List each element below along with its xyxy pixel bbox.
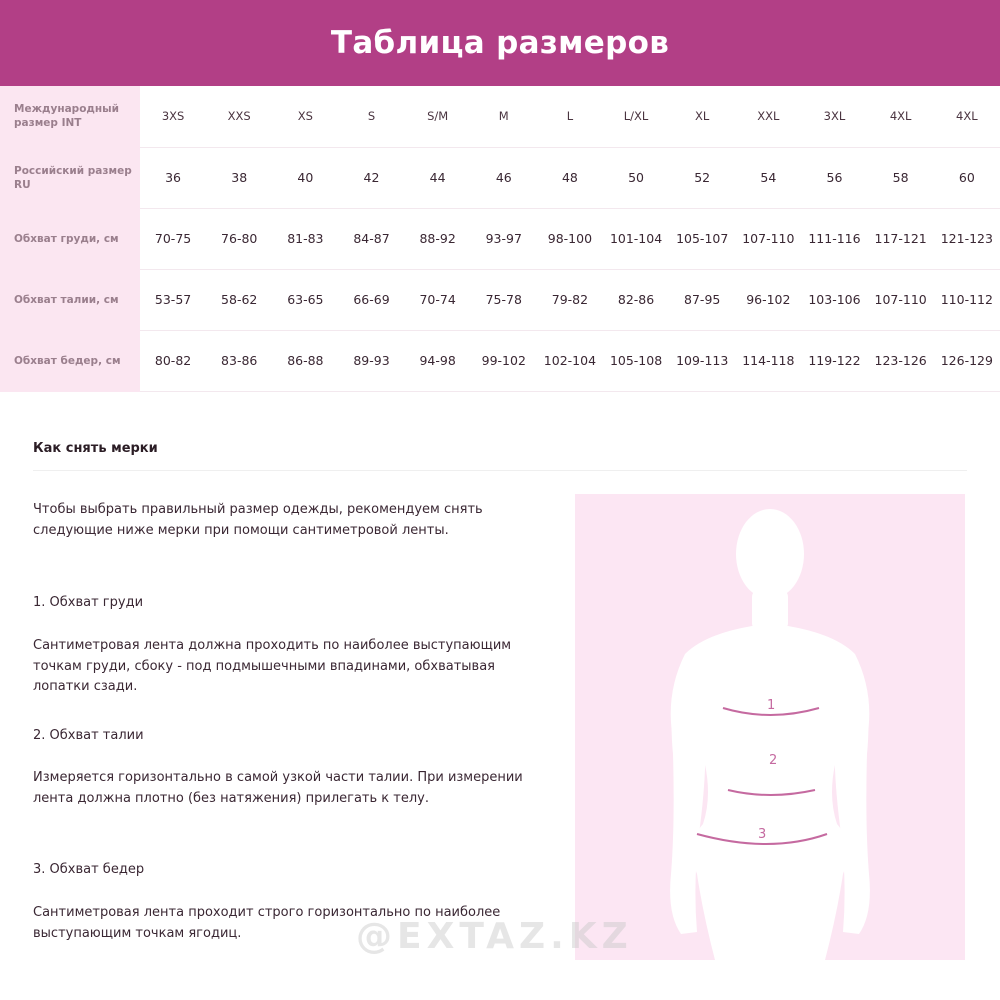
table-row (0, 269, 1000, 330)
table-cell: 114-118 (735, 330, 801, 391)
chest-text: Сантиметровая лента должна проходить по наиболее выступающим точкам груди, сбоку - под подмышечными впадинами, обхватывая лопатки сзади. (33, 638, 512, 694)
body-silhouette-illustration (575, 494, 965, 960)
watermark: @EXTAZ.KZ (356, 916, 633, 957)
table-cell: 83-86 (206, 330, 272, 391)
table-cell: 105-107 (669, 208, 735, 269)
table-cell: 79-82 (537, 269, 603, 330)
table-cell: 66-69 (338, 269, 404, 330)
table-cell: 123-126 (868, 330, 934, 391)
table-cell: 70-75 (140, 208, 206, 269)
table-cell: 86-88 (272, 330, 338, 391)
table-cell: 4XL (934, 86, 1000, 147)
table-cell: 58 (868, 147, 934, 208)
table-cell: 121-123 (934, 208, 1000, 269)
table-cell: 56 (801, 147, 867, 208)
table-cell: 110-112 (934, 269, 1000, 330)
table-cell: 40 (272, 147, 338, 208)
table-cell: XS (272, 86, 338, 147)
table-cell: 76-80 (206, 208, 272, 269)
table-cell: 63-65 (272, 269, 338, 330)
table-cell: 4XL (868, 86, 934, 147)
guide-intro: Чтобы выбрать правильный размер одежды, рекомендуем снять следующие ниже мерки при помощи сантиметровой ленты. (33, 502, 483, 538)
table-cell: 94-98 (405, 330, 471, 391)
table-cell: 52 (669, 147, 735, 208)
table-cell: 81-83 (272, 208, 338, 269)
size-table (0, 86, 1000, 392)
table-cell: 50 (603, 147, 669, 208)
guide-title: Как снять мерки (33, 441, 158, 456)
table-cell: 96-102 (735, 269, 801, 330)
marker-hips: 3 (758, 827, 767, 842)
waist-text: Измеряется горизонтально в самой узкой части талии. При измерении лента должна плотно (без натяжения) прилегать к телу. (33, 770, 523, 806)
table-cell: 42 (338, 147, 404, 208)
waist-heading: 2. Обхват талии (33, 728, 144, 743)
table-cell: 60 (934, 147, 1000, 208)
body-figure-panel (575, 494, 965, 960)
table-cell: 70-74 (405, 269, 471, 330)
table-cell: 36 (140, 147, 206, 208)
table-row (0, 208, 1000, 269)
table-cell: 98-100 (537, 208, 603, 269)
table-cell: L/XL (603, 86, 669, 147)
table-cell: 99-102 (471, 330, 537, 391)
row-label: Обхват бедер, см (0, 330, 140, 391)
table-cell: 93-97 (471, 208, 537, 269)
row-label: Обхват груди, см (0, 208, 140, 269)
table-cell: M (471, 86, 537, 147)
page-header (0, 0, 1000, 86)
table-cell: 107-110 (735, 208, 801, 269)
table-cell: 48 (537, 147, 603, 208)
table-cell: 101-104 (603, 208, 669, 269)
table-cell: 117-121 (868, 208, 934, 269)
table-cell: 38 (206, 147, 272, 208)
table-row (0, 147, 1000, 208)
table-cell: XL (669, 86, 735, 147)
table-cell: 126-129 (934, 330, 1000, 391)
table-cell: 80-82 (140, 330, 206, 391)
table-cell: XXS (206, 86, 272, 147)
marker-chest: 1 (767, 698, 776, 713)
page-title: Таблица размеров (330, 25, 670, 61)
silhouette (670, 509, 870, 960)
row-label: Российский размер RU (0, 147, 140, 208)
row-label: Обхват талии, см (0, 269, 140, 330)
table-cell: 46 (471, 147, 537, 208)
table-cell: 84-87 (338, 208, 404, 269)
table-cell: 53-57 (140, 269, 206, 330)
marker-waist: 2 (769, 753, 778, 768)
size-table-body (0, 86, 1000, 391)
table-cell: 75-78 (471, 269, 537, 330)
table-cell: 54 (735, 147, 801, 208)
table-cell: 82-86 (603, 269, 669, 330)
table-cell: 103-106 (801, 269, 867, 330)
table-cell: 87-95 (669, 269, 735, 330)
table-cell: XXL (735, 86, 801, 147)
table-cell: 107-110 (868, 269, 934, 330)
table-cell: 3XS (140, 86, 206, 147)
hips-text: Сантиметровая лента проходит строго горизонтально по наиболее выступающим точкам ягодиц. (33, 905, 501, 941)
table-cell: 119-122 (801, 330, 867, 391)
table-cell: 3XL (801, 86, 867, 147)
table-cell: 105-108 (603, 330, 669, 391)
table-cell: 88-92 (405, 208, 471, 269)
table-row (0, 330, 1000, 391)
table-cell: 89-93 (338, 330, 404, 391)
chest-heading: 1. Обхват груди (33, 595, 144, 610)
table-cell: S/M (405, 86, 471, 147)
table-cell: 111-116 (801, 208, 867, 269)
table-cell: 109-113 (669, 330, 735, 391)
hips-heading: 3. Обхват бедер (33, 862, 145, 877)
table-cell: 58-62 (206, 269, 272, 330)
table-row (0, 86, 1000, 147)
row-label: Международный размер INT (0, 86, 140, 147)
table-cell: 102-104 (537, 330, 603, 391)
table-cell: 44 (405, 147, 471, 208)
table-cell: S (338, 86, 404, 147)
guide-divider (33, 470, 967, 471)
table-cell: L (537, 86, 603, 147)
